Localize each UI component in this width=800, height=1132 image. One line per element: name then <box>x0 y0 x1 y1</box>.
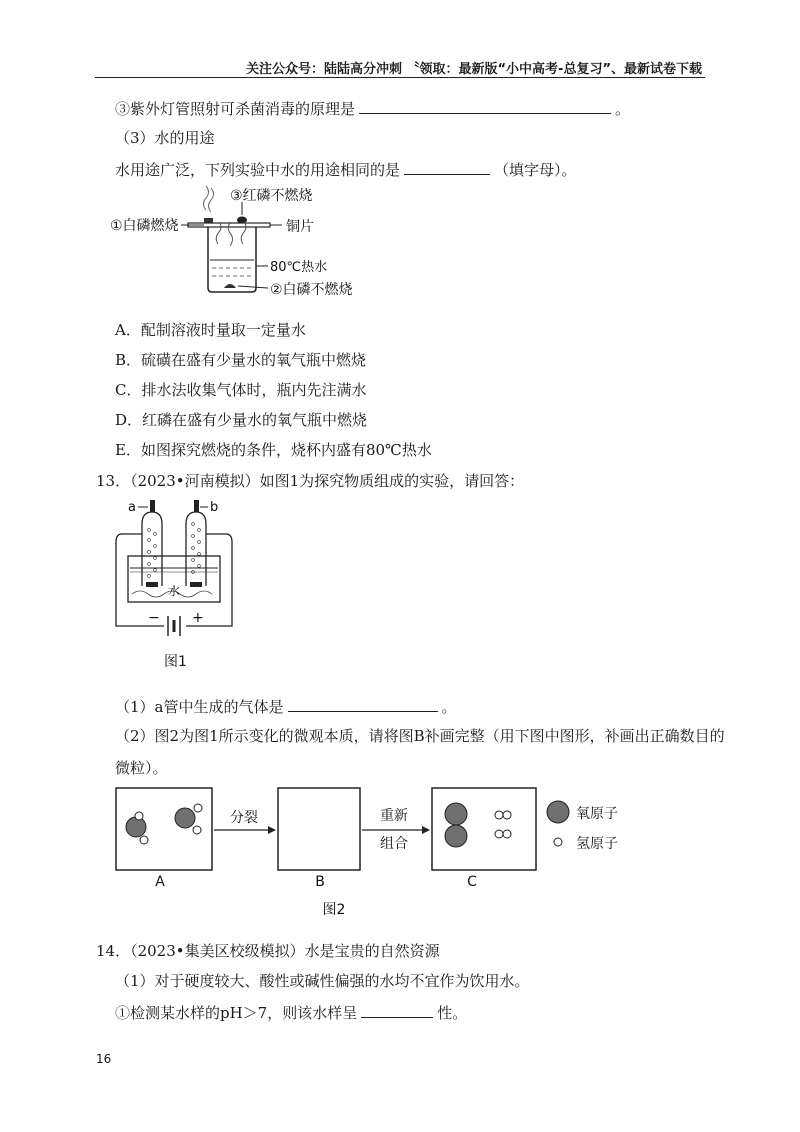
figure-label-copper: 铜片 <box>286 219 314 235</box>
arrow-split-label: 分裂 <box>230 810 258 826</box>
white-phosphorus-underwater <box>224 284 236 288</box>
q14-item1 <box>115 1002 467 1023</box>
arrow-split-head <box>268 826 276 834</box>
q12-item3-text: ③紫外灯管照射可杀菌消毒的原理是 <box>115 100 356 118</box>
hydrogen-atom-a3 <box>194 804 202 812</box>
figure-label-white-phosphorus-burning: ①白磷燃烧 <box>110 218 179 234</box>
page-header: 关注公众号：陆陆高分冲刺 〝领取：最新版“小中高考-总复习”、最新试卷下载 <box>245 62 702 77</box>
q13-sub1-text: （1）a管中生成的气体是 <box>115 698 284 716</box>
box-b-label: B <box>315 874 325 890</box>
box-c-label: C <box>467 874 477 890</box>
tube-a-bubbles <box>148 529 157 578</box>
tube-a-label: a <box>128 500 136 515</box>
smoke-line-1 <box>204 186 209 210</box>
box-a-label: A <box>155 874 165 890</box>
oxygen-atom-a1 <box>126 817 146 837</box>
arrow-recombine-head <box>422 826 430 834</box>
q13-title: 13．（2023•河南模拟）如图1为探究物质组成的实验，请回答： <box>96 472 525 490</box>
electrode-b <box>190 582 202 587</box>
tube-b-bubbles <box>192 523 201 574</box>
q14-title: 14．（2023•集美区校级模拟）水是宝贵的自然资源 <box>96 942 440 960</box>
hydrogen-atom-a4 <box>193 826 201 834</box>
figure2-caption: 图2 <box>322 902 346 918</box>
hydrogen-molecule-1a <box>495 811 503 819</box>
hydrogen-atom-a1 <box>135 812 143 820</box>
oxygen-molecule-atom-2 <box>445 825 467 847</box>
valve-a <box>150 500 155 512</box>
q13-sub2-line1: （2）图2为图1所示变化的微观本质，请将图B补画完整（用下图中图形，补画出正确数目的 <box>115 727 725 745</box>
legend-hydrogen-icon <box>554 838 562 846</box>
figure-label-white-phosphorus-not-burning: ②白磷不燃烧 <box>270 282 353 298</box>
arrow-recombine-label-top: 重新 <box>380 808 408 824</box>
arrow-recombine-label-bottom: 组合 <box>380 836 408 852</box>
hydrogen-atom-a2 <box>140 836 148 844</box>
smoke-line-2 <box>209 188 214 212</box>
legend-hydrogen-label: 氢原子 <box>576 836 618 852</box>
figure-label-hot-water: 80℃热水 <box>270 260 328 275</box>
q12-item3-end: 。 <box>615 100 631 118</box>
q12-stem <box>115 159 577 180</box>
q12-item3 <box>115 98 630 119</box>
legend-oxygen-icon <box>547 801 569 823</box>
q12-option-a: A．配制溶液时量取一定量水 <box>115 321 306 339</box>
q14-sub1: （1）对于硬度较大、酸性或碱性偏强的水均不宜作为饮用水。 <box>115 972 530 990</box>
q13-sub1-end: 。 <box>441 698 457 716</box>
answer-blank-q12-item3[interactable] <box>359 98 611 114</box>
white-phosphorus-top <box>204 218 213 223</box>
tube-b-label: b <box>210 500 219 515</box>
oxygen-molecule-atom-1 <box>445 803 467 825</box>
tube-b <box>186 512 206 586</box>
electrode-a <box>146 582 158 587</box>
q12-option-d: D．红磷在盛有少量水的氧气瓶中燃烧 <box>115 411 368 429</box>
figure1-caption: 图1 <box>164 654 187 670</box>
q12-sub3-title: （3）水的用途 <box>115 129 215 147</box>
answer-blank-q12[interactable] <box>404 159 490 175</box>
q12-option-b: B．硫磺在盛有少量水的氧气瓶中燃烧 <box>115 351 367 369</box>
q12-stem-text: 水用途广泛，下列实验中水的用途相同的是 <box>115 161 401 179</box>
q13-sub1 <box>115 696 457 717</box>
tube-a <box>142 512 162 586</box>
header-rule <box>95 77 705 78</box>
q12-option-c: C．排水法收集气体时，瓶内先注满水 <box>115 381 367 399</box>
hydrogen-molecule-2b <box>503 830 511 838</box>
page-number: 16 <box>96 1052 112 1066</box>
q14-item1-end: 性。 <box>437 1004 468 1022</box>
hydrogen-molecule-2a <box>495 830 503 838</box>
q14-item1-text: ①检测某水样的pH＞7，则该水样呈 <box>115 1004 358 1022</box>
q12-option-e: E．如图探究燃烧的条件，烧杯内盛有80℃热水 <box>115 441 432 459</box>
electrolysis-figure <box>112 494 242 674</box>
box-b-drawing-area[interactable] <box>278 788 360 870</box>
battery-minus-label: − <box>148 610 160 626</box>
combustion-experiment-figure <box>110 184 370 302</box>
oxygen-atom-a2 <box>175 808 195 828</box>
q12-stem-end: （填字母）。 <box>494 161 577 179</box>
valve-b <box>194 500 199 512</box>
hydrogen-molecule-1b <box>503 811 511 819</box>
molecular-figure <box>110 784 650 924</box>
figure-label-red-phosphorus: ③红磷不燃烧 <box>230 188 313 204</box>
water-label: 水 <box>168 584 181 598</box>
answer-blank-q14-item1[interactable] <box>361 1002 433 1018</box>
q13-sub2-line2: 微粒）。 <box>115 759 168 777</box>
legend-oxygen-label: 氧原子 <box>576 806 618 822</box>
answer-blank-q13-sub1[interactable] <box>288 696 438 712</box>
label2-pointer <box>238 286 268 288</box>
battery-plus-label: + <box>192 610 204 626</box>
